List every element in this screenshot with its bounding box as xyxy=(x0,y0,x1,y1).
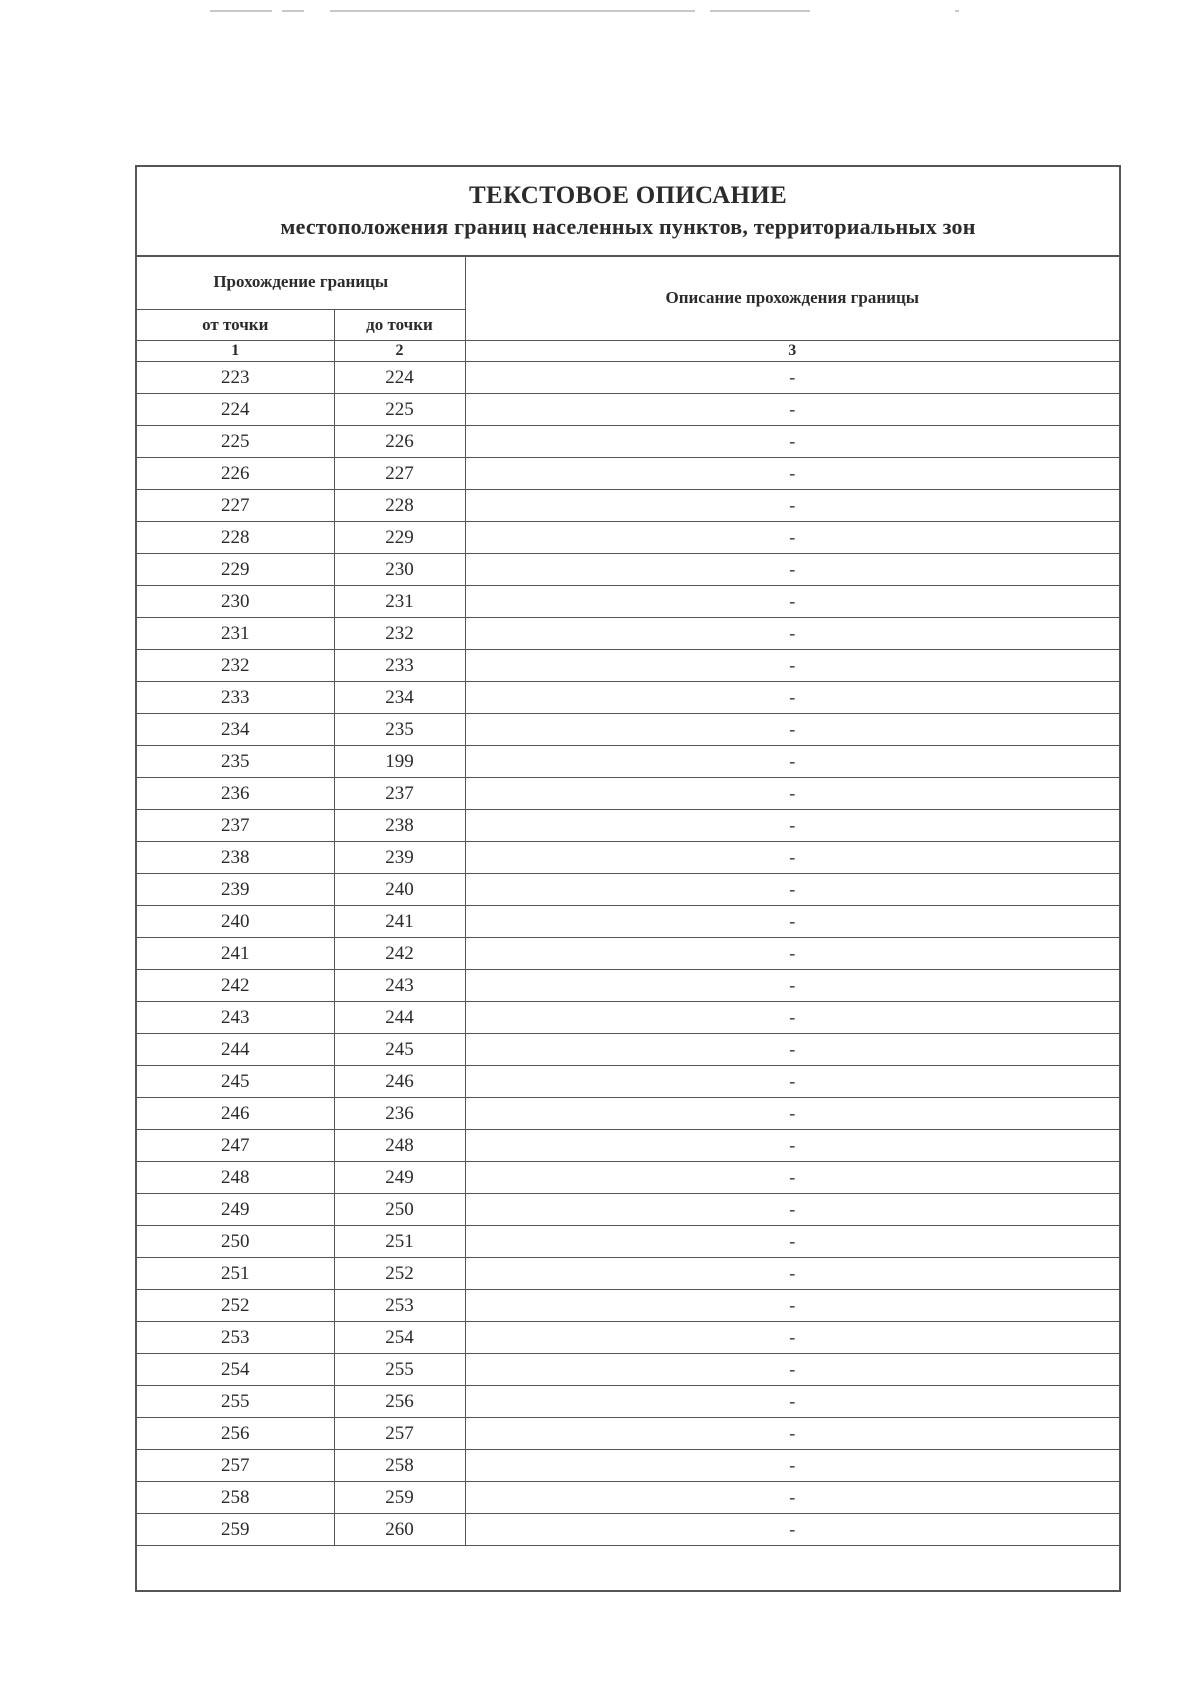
boundary-table xyxy=(137,255,1119,1546)
to-point-cell: 228 xyxy=(334,490,465,522)
from-point-header: от точки xyxy=(137,310,334,341)
to-point-cell: 249 xyxy=(334,1162,465,1194)
description-cell: - xyxy=(465,970,1119,1002)
from-point-cell: 237 xyxy=(137,810,334,842)
from-point-cell: 225 xyxy=(137,426,334,458)
to-point-cell: 244 xyxy=(334,1002,465,1034)
to-point-cell: 240 xyxy=(334,874,465,906)
column-number-1: 1 xyxy=(137,341,334,362)
from-point-cell: 243 xyxy=(137,1002,334,1034)
description-cell: - xyxy=(465,1290,1119,1322)
from-point-cell: 244 xyxy=(137,1034,334,1066)
table-row xyxy=(137,1418,1119,1450)
from-point-cell: 241 xyxy=(137,938,334,970)
description-cell: - xyxy=(465,490,1119,522)
to-point-cell: 242 xyxy=(334,938,465,970)
from-point-cell: 227 xyxy=(137,490,334,522)
table-row xyxy=(137,1450,1119,1482)
to-point-cell: 251 xyxy=(334,1226,465,1258)
description-cell: - xyxy=(465,1258,1119,1290)
to-point-cell: 231 xyxy=(334,586,465,618)
from-point-cell: 257 xyxy=(137,1450,334,1482)
document-header xyxy=(137,167,1119,257)
to-point-cell: 238 xyxy=(334,810,465,842)
from-point-cell: 249 xyxy=(137,1194,334,1226)
from-point-cell: 232 xyxy=(137,650,334,682)
description-cell: - xyxy=(465,1482,1119,1514)
table-row xyxy=(137,1290,1119,1322)
table-row xyxy=(137,1354,1119,1386)
description-cell: - xyxy=(465,554,1119,586)
table-row xyxy=(137,970,1119,1002)
from-point-cell: 236 xyxy=(137,778,334,810)
table-row xyxy=(137,522,1119,554)
description-cell: - xyxy=(465,1098,1119,1130)
to-point-cell: 233 xyxy=(334,650,465,682)
table-row xyxy=(137,1258,1119,1290)
description-cell: - xyxy=(465,874,1119,906)
table-row xyxy=(137,426,1119,458)
description-cell: - xyxy=(465,746,1119,778)
to-point-cell: 224 xyxy=(334,362,465,394)
description-cell: - xyxy=(465,586,1119,618)
to-point-cell: 230 xyxy=(334,554,465,586)
from-point-cell: 256 xyxy=(137,1418,334,1450)
from-point-cell: 254 xyxy=(137,1354,334,1386)
to-point-cell: 227 xyxy=(334,458,465,490)
to-point-cell: 260 xyxy=(334,1514,465,1546)
from-point-cell: 229 xyxy=(137,554,334,586)
to-point-cell: 257 xyxy=(334,1418,465,1450)
description-cell: - xyxy=(465,1354,1119,1386)
to-point-cell: 229 xyxy=(334,522,465,554)
description-cell: - xyxy=(465,1514,1119,1546)
description-cell: - xyxy=(465,1226,1119,1258)
from-point-cell: 235 xyxy=(137,746,334,778)
to-point-cell: 253 xyxy=(334,1290,465,1322)
description-cell: - xyxy=(465,778,1119,810)
to-point-header: до точки xyxy=(334,310,465,341)
to-point-cell: 243 xyxy=(334,970,465,1002)
description-cell: - xyxy=(465,1130,1119,1162)
description-cell: - xyxy=(465,938,1119,970)
table-row xyxy=(137,1098,1119,1130)
table-row xyxy=(137,778,1119,810)
from-point-cell: 255 xyxy=(137,1386,334,1418)
to-point-cell: 252 xyxy=(334,1258,465,1290)
from-point-cell: 250 xyxy=(137,1226,334,1258)
from-point-cell: 223 xyxy=(137,362,334,394)
from-point-cell: 239 xyxy=(137,874,334,906)
to-point-cell: 254 xyxy=(334,1322,465,1354)
table-row xyxy=(137,1322,1119,1354)
table-row xyxy=(137,1002,1119,1034)
to-point-cell: 255 xyxy=(334,1354,465,1386)
table-row xyxy=(137,1514,1119,1546)
boundary-group-header: Прохождение границы xyxy=(137,255,465,310)
table-row xyxy=(137,874,1119,906)
document-title: ТЕКСТОВОЕ ОПИСАНИЕ xyxy=(469,182,787,209)
to-point-cell: 226 xyxy=(334,426,465,458)
description-cell: - xyxy=(465,1066,1119,1098)
to-point-cell: 245 xyxy=(334,1034,465,1066)
table-row xyxy=(137,1226,1119,1258)
description-cell: - xyxy=(465,362,1119,394)
to-point-cell: 237 xyxy=(334,778,465,810)
description-header: Описание прохождения границы xyxy=(465,255,1119,341)
table-row xyxy=(137,906,1119,938)
table-row xyxy=(137,362,1119,394)
table-row xyxy=(137,714,1119,746)
to-point-cell: 225 xyxy=(334,394,465,426)
table-row xyxy=(137,618,1119,650)
table-row xyxy=(137,650,1119,682)
from-point-cell: 251 xyxy=(137,1258,334,1290)
description-cell: - xyxy=(465,1450,1119,1482)
from-point-cell: 240 xyxy=(137,906,334,938)
description-cell: - xyxy=(465,650,1119,682)
table-row xyxy=(137,1066,1119,1098)
from-point-cell: 259 xyxy=(137,1514,334,1546)
to-point-cell: 246 xyxy=(334,1066,465,1098)
table-body xyxy=(137,362,1119,1546)
document-frame xyxy=(135,165,1121,1592)
description-cell: - xyxy=(465,394,1119,426)
from-point-cell: 228 xyxy=(137,522,334,554)
description-cell: - xyxy=(465,1386,1119,1418)
description-cell: - xyxy=(465,426,1119,458)
description-cell: - xyxy=(465,522,1119,554)
description-cell: - xyxy=(465,1034,1119,1066)
description-cell: - xyxy=(465,1322,1119,1354)
from-point-cell: 242 xyxy=(137,970,334,1002)
to-point-cell: 232 xyxy=(334,618,465,650)
table-row xyxy=(137,1162,1119,1194)
table-row xyxy=(137,938,1119,970)
description-cell: - xyxy=(465,1002,1119,1034)
to-point-cell: 248 xyxy=(334,1130,465,1162)
table-row xyxy=(137,394,1119,426)
column-number-2: 2 xyxy=(334,341,465,362)
to-point-cell: 235 xyxy=(334,714,465,746)
from-point-cell: 258 xyxy=(137,1482,334,1514)
description-cell: - xyxy=(465,1194,1119,1226)
to-point-cell: 236 xyxy=(334,1098,465,1130)
from-point-cell: 253 xyxy=(137,1322,334,1354)
to-point-cell: 259 xyxy=(334,1482,465,1514)
description-cell: - xyxy=(465,682,1119,714)
table-row xyxy=(137,1386,1119,1418)
table-row xyxy=(137,1482,1119,1514)
table-row xyxy=(137,586,1119,618)
document-subtitle: местоположения границ населенных пунктов, территориальных зон xyxy=(280,214,976,239)
from-point-cell: 231 xyxy=(137,618,334,650)
description-cell: - xyxy=(465,1418,1119,1450)
table-row xyxy=(137,458,1119,490)
column-number-3: 3 xyxy=(465,341,1119,362)
from-point-cell: 252 xyxy=(137,1290,334,1322)
from-point-cell: 230 xyxy=(137,586,334,618)
description-cell: - xyxy=(465,618,1119,650)
description-cell: - xyxy=(465,458,1119,490)
to-point-cell: 199 xyxy=(334,746,465,778)
from-point-cell: 238 xyxy=(137,842,334,874)
table-row xyxy=(137,1194,1119,1226)
description-cell: - xyxy=(465,714,1119,746)
from-point-cell: 233 xyxy=(137,682,334,714)
description-cell: - xyxy=(465,1162,1119,1194)
from-point-cell: 248 xyxy=(137,1162,334,1194)
description-cell: - xyxy=(465,810,1119,842)
description-cell: - xyxy=(465,842,1119,874)
from-point-cell: 224 xyxy=(137,394,334,426)
table-row xyxy=(137,1130,1119,1162)
table-row xyxy=(137,554,1119,586)
from-point-cell: 234 xyxy=(137,714,334,746)
description-cell: - xyxy=(465,906,1119,938)
table-row xyxy=(137,1034,1119,1066)
table-row xyxy=(137,490,1119,522)
to-point-cell: 234 xyxy=(334,682,465,714)
from-point-cell: 247 xyxy=(137,1130,334,1162)
from-point-cell: 245 xyxy=(137,1066,334,1098)
to-point-cell: 250 xyxy=(334,1194,465,1226)
table-row xyxy=(137,746,1119,778)
to-point-cell: 239 xyxy=(334,842,465,874)
from-point-cell: 226 xyxy=(137,458,334,490)
to-point-cell: 241 xyxy=(334,906,465,938)
table-row xyxy=(137,810,1119,842)
from-point-cell: 246 xyxy=(137,1098,334,1130)
scan-artifacts xyxy=(0,10,1200,14)
table-row xyxy=(137,842,1119,874)
table-row xyxy=(137,682,1119,714)
to-point-cell: 256 xyxy=(334,1386,465,1418)
to-point-cell: 258 xyxy=(334,1450,465,1482)
